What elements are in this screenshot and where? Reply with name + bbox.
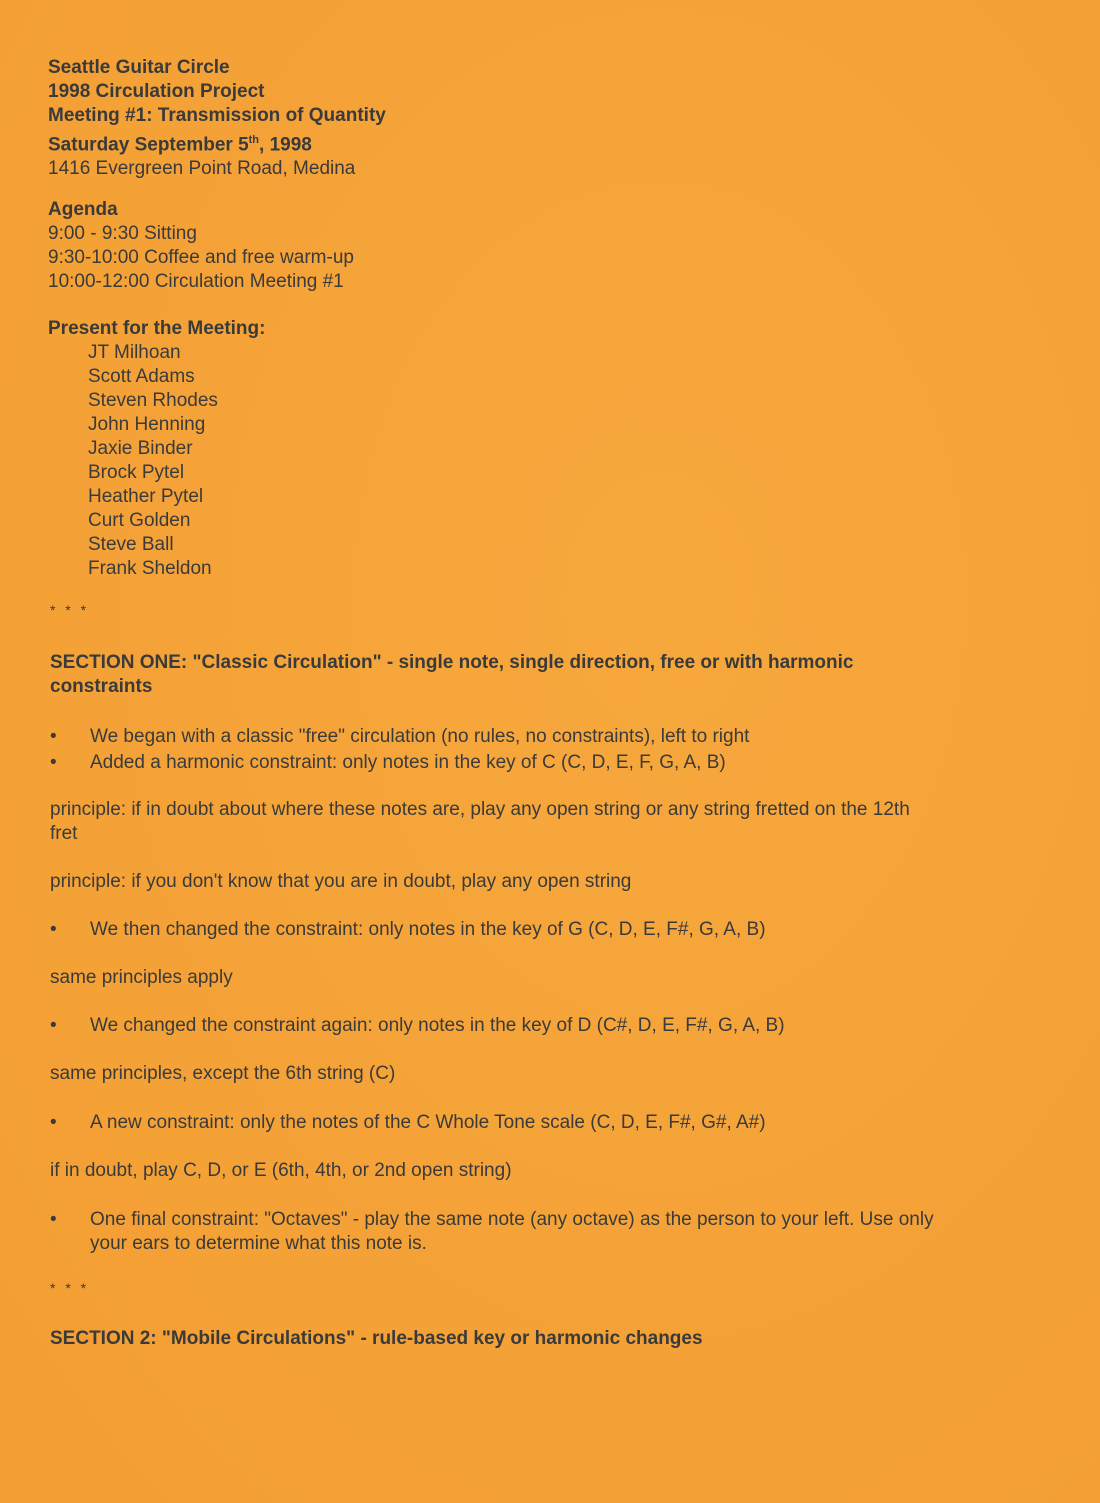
attendee-name: Jaxie Binder: [88, 438, 193, 459]
bullet-text: One final constraint: "Octaves" - play the same note (any octave) as the person to your left. Use only your ears to determine what this note is.: [90, 1209, 934, 1254]
project-title: 1998 Circulation Project: [48, 81, 265, 102]
bullet-text: Added a harmonic constraint: only notes in the key of C (C, D, E, F, G, A, B): [90, 752, 726, 773]
attendee-name: Scott Adams: [88, 366, 195, 387]
attendee-name: John Henning: [88, 414, 206, 435]
bullet-dot: •: [50, 1015, 57, 1036]
attendee-name: Steve Ball: [88, 534, 174, 555]
document-header: [48, 56, 386, 181]
attendees-title: Present for the Meeting:: [48, 318, 266, 339]
bullet-dot: •: [50, 919, 57, 940]
attendees: [48, 317, 265, 581]
bullet-item: [50, 725, 950, 749]
attendee-name: Heather Pytel: [88, 486, 204, 507]
attendee-list: [48, 341, 265, 581]
agenda-title: Agenda: [48, 199, 118, 220]
attendee-name: Steven Rhodes: [88, 390, 218, 411]
note-paragraph: if in doubt, play C, D, or E (6th, 4th, or 2nd open string): [50, 1160, 512, 1181]
meeting-title: Meeting #1: Transmission of Quantity: [48, 105, 386, 126]
meeting-date: [48, 128, 386, 157]
bullet-text: We then changed the constraint: only notes in the key of G (C, D, E, F#, G, A, B): [90, 919, 766, 940]
bullet-dot: •: [50, 752, 57, 773]
date-suffix: , 1998: [259, 134, 312, 156]
attendee-name: Frank Sheldon: [88, 558, 212, 579]
note-paragraph: same principles, except the 6th string (C): [50, 1063, 396, 1084]
date-prefix: Saturday September 5: [48, 134, 249, 156]
org-name: Seattle Guitar Circle: [48, 57, 230, 78]
section-one-title: SECTION ONE: "Classic Circulation" - single note, single direction, free or with harmonic constraints: [50, 652, 854, 697]
section-divider: * * *: [50, 1280, 90, 1296]
principle-paragraph: principle: if you don't know that you are in doubt, play any open string: [50, 871, 632, 892]
note-paragraph: same principles apply: [50, 967, 233, 988]
attendee-name: Curt Golden: [88, 510, 191, 531]
bullet-item: [50, 1208, 940, 1256]
bullet-dot: •: [50, 726, 57, 747]
bullet-item: [50, 918, 950, 942]
agenda-item: 9:00 - 9:30 Sitting: [48, 223, 197, 244]
bullet-item: [50, 1111, 950, 1135]
meeting-address: 1416 Evergreen Point Road, Medina: [48, 158, 356, 180]
bullet-item: [50, 751, 950, 775]
agenda-item: 10:00-12:00 Circulation Meeting #1: [48, 271, 344, 292]
bullet-text: A new constraint: only the notes of the C Whole Tone scale (C, D, E, F#, G#, A#): [90, 1112, 766, 1133]
bullet-text: We began with a classic "free" circulation (no rules, no constraints), left to right: [90, 726, 750, 747]
bullet-dot: •: [50, 1209, 57, 1230]
agenda-item: 9:30-10:00 Coffee and free warm-up: [48, 247, 354, 268]
section-divider: * * *: [50, 602, 90, 618]
bullet-dot: •: [50, 1112, 57, 1133]
bullet-text: We changed the constraint again: only notes in the key of D (C#, D, E, F#, G, A, B): [90, 1015, 785, 1036]
attendee-name: Brock Pytel: [88, 462, 185, 483]
principle-paragraph: principle: if in doubt about where these notes are, play any open string or any string fretted on the 12th fret: [50, 799, 910, 844]
bullet-item: [50, 1014, 950, 1038]
date-superscript: th: [248, 134, 260, 146]
section-two-title: SECTION 2: "Mobile Circulations" - rule-based key or harmonic changes: [50, 1328, 703, 1349]
agenda: [48, 198, 354, 294]
attendee-name: JT Milhoan: [88, 342, 181, 363]
